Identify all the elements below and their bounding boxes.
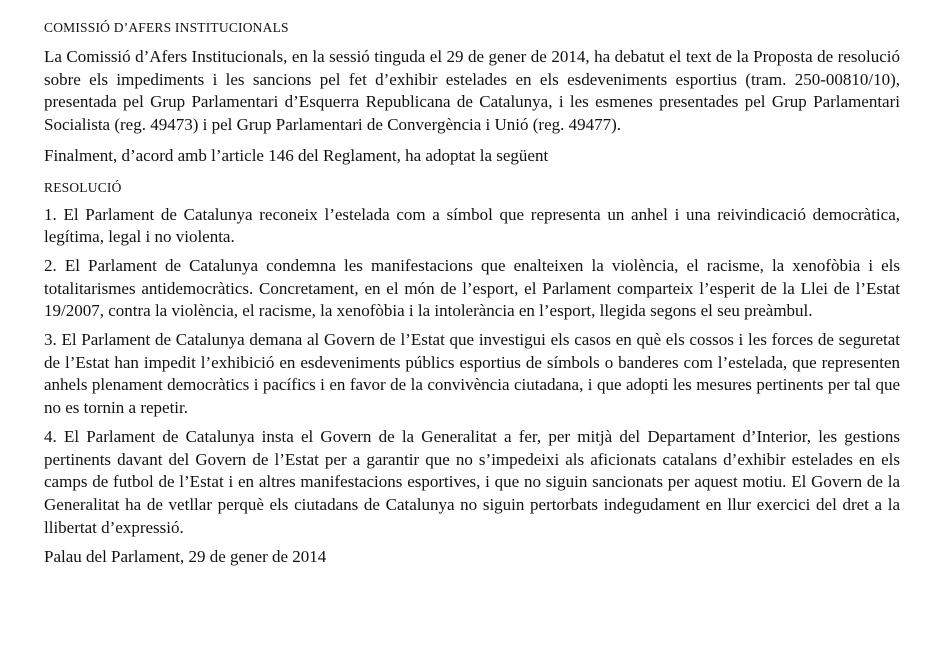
adoption-statement: Finalment, d’acord amb l’article 146 del Reglament, ha adoptat la següent xyxy=(44,145,549,165)
committee-heading: COMISSIÓ D’AFERS INSTITUCIONALS xyxy=(44,20,289,35)
resolution-item-2: 2. El Parlament de Catalunya condemna les manifestacions que enalteixen la violència, el racisme, la xenofòbia i els totalitarismes antidemocràtics. Concretament, en el món de l’esport, el Parlament comparteix l’esperit de la Llei de l’Estat 19/2007, contra la violència, el racisme, la xenofòbia i la intolerància en l’esport, llegida segons el seu preàmbul. xyxy=(44,255,900,321)
document-page xyxy=(44,18,900,569)
resolution-heading: RESOLUCIÓ xyxy=(44,179,122,195)
closing-place-date: Palau del Parlament, 29 de gener de 2014 xyxy=(44,547,327,567)
resolution-item-1: 1. El Parlament de Catalunya reconeix l’estelada com a símbol que representa un anhel i una reivindicació democràtica, legítima, legal i no violenta. xyxy=(44,204,900,247)
resolution-item-4: 4. El Parlament de Catalunya insta el Govern de la Generalitat a fer, per mitjà del Departament d’Interior, les gestions pertinents davant del Govern de l’Estat per a garantir que no s’impedeixi als aficionats catalans d’exhibir estelades en els camps de futbol de l’Estat i en altres manifestacions esportives, i que no siguin sancionats per aquest motiu. El Govern de la Generalitat ha de vetllar perquè els ciutadans de Catalunya no siguin pertorbats indegudament en llur exercici del dret a la llibertat d’expressió. xyxy=(44,426,900,537)
intro-paragraph: La Comissió d’Afers Institucionals, en la sessió tinguda el 29 de gener de 2014, ha debatut el text de la Proposta de resolució sobre els impediments i les sancions pel fet d’exhibir estelades en els esdeveniments esportius (tram. 250-00810/10), presentada pel Grup Parlamentari d’Esquerra Republicana de Catalunya, i les esmenes presentades pel Grup Parlamentari Socialista (reg. 49473) i pel Grup Parlamentari de Convergència i Unió (reg. 49477). xyxy=(44,47,900,135)
resolution-item-3: 3. El Parlament de Catalunya demana al Govern de l’Estat que investigui els casos en què els cossos i les forces de seguretat de l’Estat han impedit l’exhibició en esdeveniments públics esportius de símbols o banderes com l’estelada, que representen anhels plenament democràtics i pacífics i en favor de la convivència ciutadana, i que adopti les mesures pertinents per tal que no es tornin a repetir. xyxy=(44,330,900,418)
